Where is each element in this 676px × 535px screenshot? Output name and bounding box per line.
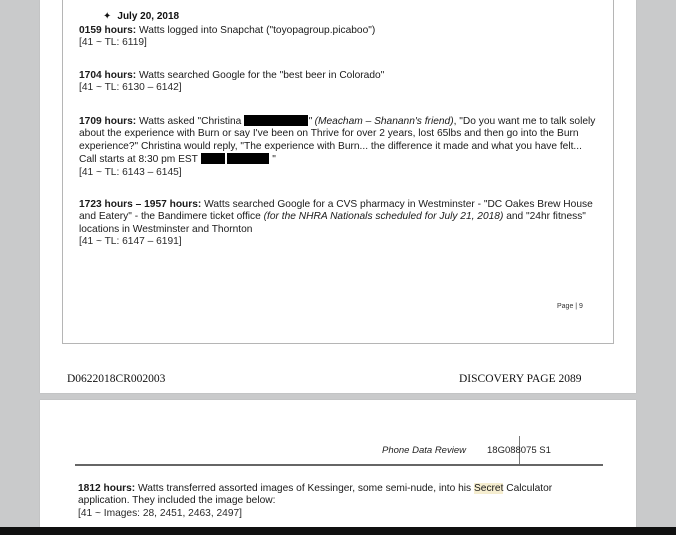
bates-number: D0622018CR002003 [67,373,166,385]
entry-reference: [41 ~ Images: 28, 2451, 2463, 2497] [78,507,242,519]
highlighted-word: Secret [473,483,504,494]
entry-text-italic: " (Meacham – Shanann's friend) [308,116,454,127]
header-rule [75,464,603,466]
entry-reference: [41 ~ TL: 6147 – 6191] [79,236,182,248]
entry-time: 1704 hours: [79,70,137,81]
entry-time: 1812 hours: [78,483,136,494]
entry-time: 1709 hours: [79,116,137,127]
entry-time: 0159 hours: [79,25,137,36]
entry-text: and "24hr fitness" locations in Westminster and Thornton [79,211,586,235]
timeline-entry-0159 [79,25,599,50]
entry-date: ✦ July 20, 2018 [103,11,180,22]
bullet-star-icon: ✦ [103,11,112,22]
entry-text: Watts searched Google for the "best beer in Colorado" [136,70,385,81]
redaction-bar [201,153,225,164]
timeline-entry-1709 [79,115,599,179]
document-page-9 [40,0,636,393]
document-page-next [40,400,636,535]
entry-text: Watts transferred assorted images of Kessinger, some semi-nude, into his [135,483,474,494]
entry-text: Calculator application. They included the image below: [78,483,553,507]
entry-text: Watts asked "Christina [136,116,245,127]
case-number: 18G088075 S1 [487,445,551,456]
redaction-bar [244,115,308,126]
entry-text: Watts searched Google for a CVS pharmacy in Westminster - "DC Oakes Brew House and Eatery" - the Bandimere ticket office [79,199,593,223]
entry-text-italic: (for the NHRA Nationals scheduled for July 21, 2018) [263,211,504,223]
timeline-entry-1812 [78,483,598,520]
header-title: Phone Data Review [382,445,466,456]
redaction-bar [227,153,269,164]
timeline-entry-1723 [79,199,599,249]
timeline-entry-1704 [79,70,599,95]
bottom-edge-bar [0,527,676,535]
entry-text: Watts logged into Snapchat ("toyopagroup.picaboo") [136,25,376,36]
entry-reference: [41 ~ TL: 6130 – 6142] [79,82,182,94]
entry-reference: [41 ~ TL: 6143 – 6145] [79,166,182,178]
entry-time: 1723 hours – 1957 hours: [79,199,202,210]
entry-reference: [41 ~ TL: 6119] [79,37,147,49]
entry-text: " [269,154,276,166]
discovery-page-label: DISCOVERY PAGE 2089 [459,373,582,385]
entry-text: , "Do you want me to talk solely about the experience with Burn or say I've been on Thrive for over 2 years, lost 65lbs and then go into the Burn experience?" Christina would reply, "The experience with Burn... the difference it made and what you have felt... Call starts at 8:30 pm EST [79,116,596,166]
page-number: Page | 9 [557,303,583,310]
